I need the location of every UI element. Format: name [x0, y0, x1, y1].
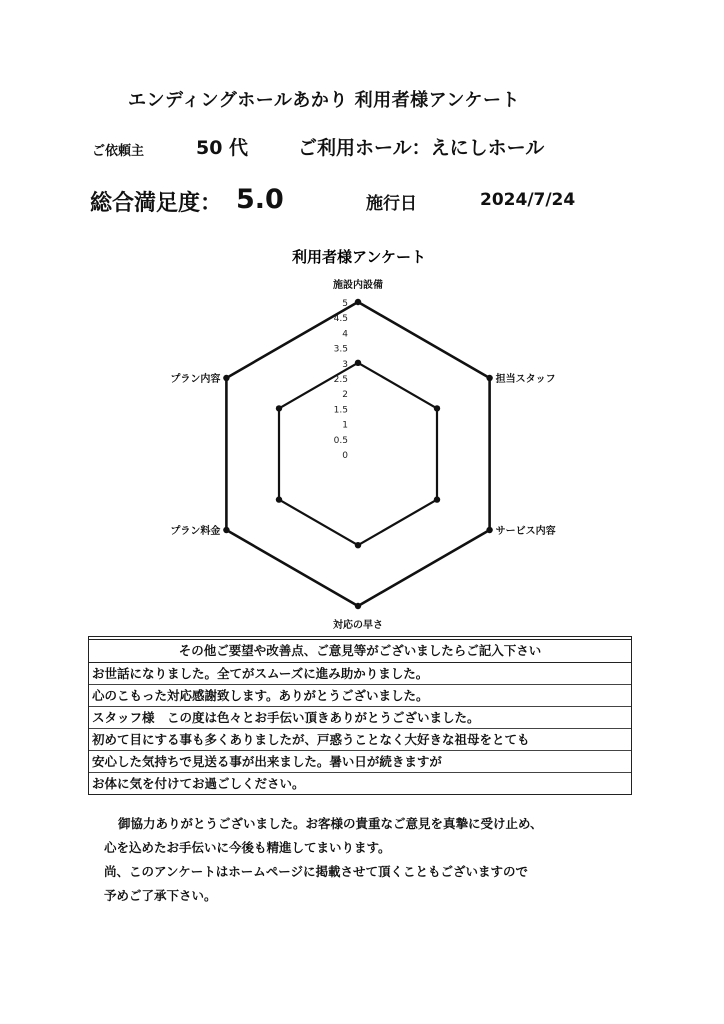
scale-tick-label: 0.5	[333, 435, 348, 446]
data-point	[434, 405, 440, 411]
scale-tick-label: 2.5	[333, 375, 348, 385]
date-value: 2024/7/24	[480, 190, 576, 210]
client-label: ご依頼主	[92, 144, 145, 159]
axis-label: 対応の早さ	[333, 620, 383, 630]
series-line	[279, 363, 437, 545]
comment-line: 心のこもった対応感謝致します。ありがとうございました。	[89, 685, 631, 707]
comments-heading: その他ご要望や改善点、ご意見等がございましたらご記入下さい	[89, 639, 631, 663]
series-line	[226, 302, 489, 606]
hall-label: ご利用ホール：えにしホール	[298, 137, 545, 159]
comment-line: お体に気を付けてお過ごしください。	[92, 776, 305, 791]
document-title: エンディングホールあかり 利用者様アンケート	[128, 90, 521, 111]
axis-label: サービス内容	[495, 526, 556, 537]
data-point	[276, 496, 282, 502]
data-point	[355, 603, 361, 609]
chart-title: 利用者様アンケート	[291, 248, 427, 266]
scale-tick-label: 0	[342, 451, 348, 461]
data-point	[223, 527, 229, 533]
axis-label: プラン内容	[170, 374, 221, 385]
data-point	[355, 542, 361, 548]
scale-tick-label: 3.5	[333, 344, 348, 355]
satisfaction-label: 総合満足度：	[90, 191, 223, 216]
data-point	[223, 375, 229, 381]
footer-line: 御協力ありがとうございました。お客様の貴重なご意見を真摯に受け止め、	[118, 816, 543, 831]
footer-line: 尚、このアンケートはホームページに掲載させて頂くこともございますので	[104, 864, 529, 879]
date-label: 施行日	[366, 194, 417, 214]
axis-label: プラン料金	[170, 526, 221, 537]
comments-box	[88, 636, 632, 795]
scale-tick-label: 5	[342, 299, 348, 309]
data-point	[434, 496, 440, 502]
scale-tick-label: 4.5	[333, 314, 348, 325]
footer-note	[104, 812, 543, 908]
data-point	[486, 527, 492, 533]
footer-line: 心を込めたお手伝いに今後も精進してまいります。	[104, 840, 391, 855]
scale-tick-label: 2	[342, 390, 348, 401]
scale-tick-label: 1.5	[333, 405, 348, 416]
scale-tick-label: 3	[342, 359, 348, 370]
comment-line: お世話になりました。全てがスムーズに進み助かりました。	[89, 663, 631, 685]
comment-line: 安心した気持ちで見送る事が出来ました。暑い日が続きますが	[89, 751, 631, 773]
data-point	[276, 405, 282, 411]
axis-label: 担当スタッフ	[495, 374, 556, 385]
radar-chart	[150, 240, 570, 630]
data-point	[355, 360, 361, 366]
scale-tick-label: 1	[342, 420, 348, 431]
satisfaction-value: 5.0	[236, 184, 284, 215]
data-point	[486, 375, 492, 381]
axis-label: 施設内設備	[333, 280, 383, 291]
comment-line: 初めて目にする事も多くありましたが、戸惑うことなく大好きな祖母をとても	[89, 729, 631, 751]
comment-line: スタッフ様 この度は色々とお手伝い頂きありがとうございました。	[89, 707, 631, 729]
client-age: 50 代	[196, 137, 249, 159]
data-point	[355, 299, 361, 305]
scale-tick-label: 4	[342, 329, 348, 340]
footer-line: 予めご了承下さい。	[104, 888, 217, 903]
